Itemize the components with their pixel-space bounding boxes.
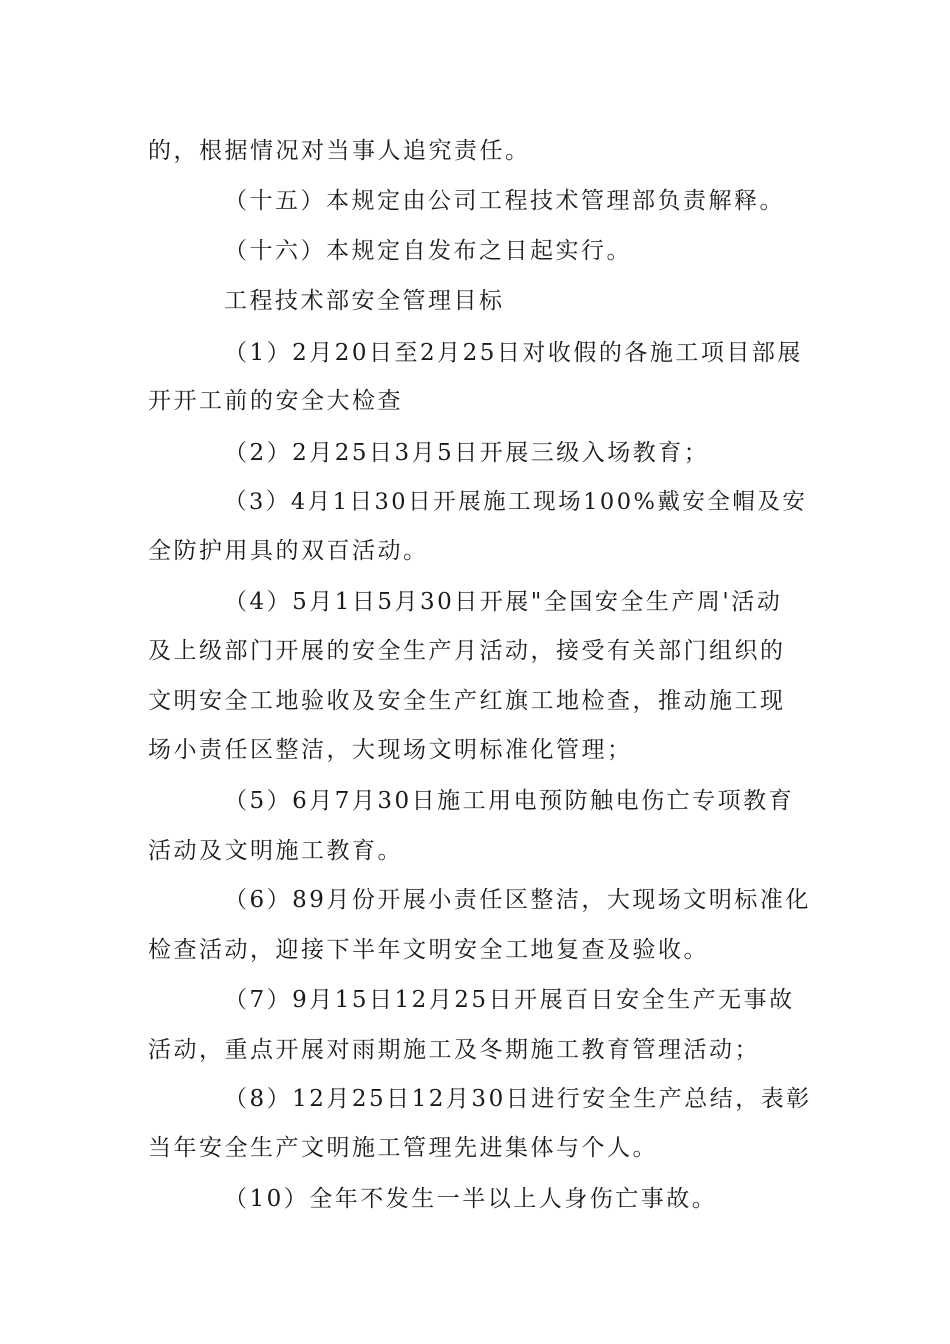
text-line: 的，根据情况对当事人追究责任。 (148, 138, 531, 164)
text-line: 活动，重点开展对雨期施工及冬期施工教育管理活动； (148, 1037, 760, 1063)
text-line: （5）6月7月30日施工用电预防触电伤亡专项教育 (224, 788, 795, 814)
text-line: （7）9月15日12月25日开展百日安全生产无事故 (224, 987, 795, 1013)
text-line: 检查活动，迎接下半年文明安全工地复查及验收。 (148, 937, 709, 963)
text-line: 场小责任区整洁，大现场文明标准化管理； (148, 737, 633, 763)
text-line: （3）4月1日30日开展施工现场100%戴安全帽及安 (224, 489, 808, 515)
section-heading: 工程技术部安全管理目标 (224, 288, 505, 314)
text-line: 活动及文明施工教育。 (148, 838, 403, 864)
text-line: （十六）本规定自发布之日起实行。 (224, 238, 632, 264)
text-line: （十五）本规定由公司工程技术管理部负责解释。 (224, 188, 785, 214)
text-line: 当年安全生产文明施工管理先进集体与个人。 (148, 1135, 658, 1161)
text-line: （1）2月20日至2月25日对收假的各施工项目部展 (224, 340, 803, 366)
text-line: （2）2月25日3月5日开展三级入场教育； (224, 440, 710, 466)
text-line: 全防护用具的双百活动。 (148, 538, 429, 564)
text-line: （4）5月1日5月30日开展"全国安全生产周'活动 (224, 589, 783, 615)
text-line: （6）89月份开展小责任区整洁，大现场文明标准化 (224, 887, 811, 913)
text-line: （10）全年不发生一半以上人身伤亡事故。 (224, 1186, 718, 1212)
text-line: 文明安全工地验收及安全生产红旗工地检查，推动施工现 (148, 688, 786, 714)
text-line: （8）12月25日12月30日进行安全生产总结，表彰 (224, 1086, 812, 1112)
text-line: 及上级部门开展的安全生产月活动，接受有关部门组织的 (148, 638, 786, 664)
text-line: 开开工前的安全大检查 (148, 388, 403, 414)
